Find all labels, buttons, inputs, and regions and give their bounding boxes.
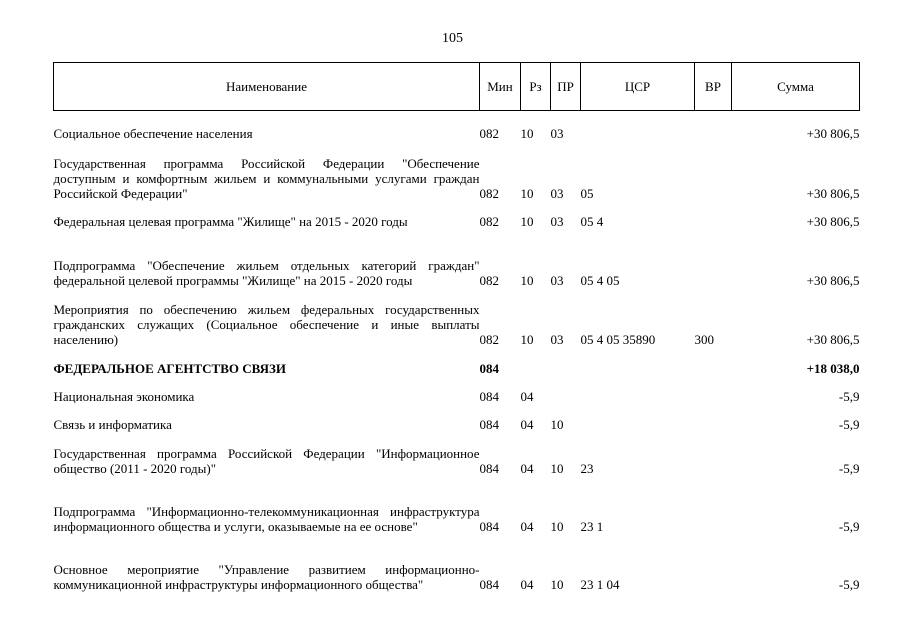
row-vr xyxy=(695,534,732,592)
row-csr: 05 xyxy=(580,186,594,201)
row-sum: +18 038,0 xyxy=(806,361,860,376)
row-name: Государственная программа Российской Федерации "Обеспечение доступным и комфортным жильем и коммунальными услугами граждан Российской Федерации" xyxy=(53,156,480,201)
row-csr: 05 4 xyxy=(580,214,604,229)
row-rz: 10 xyxy=(520,273,534,288)
row-pr: 10 xyxy=(550,577,564,592)
row-csr xyxy=(581,347,695,376)
row-pr: 03 xyxy=(550,332,564,347)
row-csr: 05 4 05 35890 xyxy=(580,332,656,347)
table-row xyxy=(54,376,860,404)
row-rz: 04 xyxy=(520,417,534,432)
row-csr: 23 1 04 xyxy=(580,577,620,592)
row-name: Социальное обеспечение населения xyxy=(53,126,253,141)
header-pr: ПР xyxy=(551,63,581,111)
row-name: Государственная программа Российской Федерации "Информационное общество (2011 - 2020 годы)" xyxy=(53,446,480,476)
row-vr xyxy=(695,229,732,288)
row-min: 084 xyxy=(479,577,499,592)
row-min: 084 xyxy=(479,519,499,534)
row-name: Мероприятия по обеспечению жильем федеральных государственных гражданских служащих (Социальное обеспечение и иные выплаты населению) xyxy=(53,302,480,347)
table-row xyxy=(54,476,860,534)
row-sum: -5,9 xyxy=(838,461,860,476)
row-vr xyxy=(695,201,732,229)
table-row xyxy=(54,534,860,592)
row-rz: 04 xyxy=(520,519,534,534)
header-name: Наименование xyxy=(54,63,480,111)
row-csr xyxy=(581,376,695,404)
row-vr xyxy=(695,404,732,432)
table-row xyxy=(54,201,860,229)
row-min: 082 xyxy=(479,214,499,229)
table-row xyxy=(54,229,860,288)
row-rz: 04 xyxy=(520,389,534,404)
row-pr: 03 xyxy=(550,214,564,229)
row-name: Связь и информатика xyxy=(53,417,172,432)
row-sum: -5,9 xyxy=(838,519,860,534)
row-min: 084 xyxy=(479,389,499,404)
row-sum: +30 806,5 xyxy=(806,273,860,288)
row-sum: -5,9 xyxy=(838,417,860,432)
row-min: 084 xyxy=(479,461,499,476)
row-name: Национальная экономика xyxy=(53,389,195,404)
row-csr: 23 xyxy=(580,461,594,476)
row-vr xyxy=(695,141,732,201)
table-row xyxy=(54,432,860,476)
row-pr: 10 xyxy=(550,519,564,534)
header-csr: ЦСР xyxy=(581,63,695,111)
row-min: 084 xyxy=(479,417,499,432)
row-vr xyxy=(695,476,732,534)
row-pr: 10 xyxy=(550,461,564,476)
row-csr xyxy=(581,404,695,432)
table-row xyxy=(54,141,860,201)
row-name: Подпрограмма "Обеспечение жильем отдельных категорий граждан" федеральной целевой программы "Жилище" на 2015 - 2020 годы xyxy=(53,258,480,288)
row-vr xyxy=(695,347,732,376)
row-min: 082 xyxy=(479,186,499,201)
row-sum: -5,9 xyxy=(838,577,860,592)
row-csr: 23 1 xyxy=(580,519,604,534)
row-rz: 04 xyxy=(520,577,534,592)
row-min: 082 xyxy=(479,126,499,141)
row-vr xyxy=(695,432,732,476)
budget-table xyxy=(53,62,860,592)
header-min: Мин xyxy=(480,63,521,111)
row-pr: 03 xyxy=(550,126,564,141)
row-pr: 10 xyxy=(550,417,564,432)
row-rz: 10 xyxy=(520,186,534,201)
page-number: 105 xyxy=(442,31,463,46)
row-pr: 03 xyxy=(550,273,564,288)
row-name: Основное мероприятие "Управление развитием информационно-коммуникационной инфраструктуры информационного общества" xyxy=(53,562,480,592)
row-vr: 300 xyxy=(694,332,714,347)
row-rz: 10 xyxy=(520,332,534,347)
row-sum: +30 806,5 xyxy=(806,126,860,141)
header-rz: Рз xyxy=(521,63,551,111)
row-rz xyxy=(521,347,551,376)
row-csr xyxy=(581,119,695,141)
row-sum: -5,9 xyxy=(838,389,860,404)
table-row xyxy=(54,347,860,376)
row-sum: +30 806,5 xyxy=(806,214,860,229)
row-vr xyxy=(695,376,732,404)
row-pr xyxy=(551,376,581,404)
row-name: ФЕДЕРАЛЬНОЕ АГЕНТСТВО СВЯЗИ xyxy=(53,361,287,376)
row-min: 082 xyxy=(479,273,499,288)
row-sum: +30 806,5 xyxy=(806,332,860,347)
row-pr xyxy=(551,347,581,376)
row-vr xyxy=(695,119,732,141)
row-rz: 10 xyxy=(520,126,534,141)
table-row xyxy=(54,119,860,141)
row-sum: +30 806,5 xyxy=(806,186,860,201)
row-pr: 03 xyxy=(550,186,564,201)
row-rz: 04 xyxy=(520,461,534,476)
table-row xyxy=(54,404,860,432)
header-vr: ВР xyxy=(695,63,732,111)
row-rz: 10 xyxy=(520,214,534,229)
header-sum: Сумма xyxy=(732,63,860,111)
row-name: Подпрограмма "Информационно-телекоммуникационная инфраструктура информационного общества и услуги, оказываемые на ее основе" xyxy=(53,504,480,534)
row-csr: 05 4 05 xyxy=(580,273,620,288)
row-min: 084 xyxy=(479,361,499,376)
row-name: Федеральная целевая программа "Жилище" на 2015 - 2020 годы xyxy=(53,214,408,229)
table-header-row xyxy=(54,63,860,111)
table-row xyxy=(54,288,860,347)
row-min: 082 xyxy=(479,332,499,347)
